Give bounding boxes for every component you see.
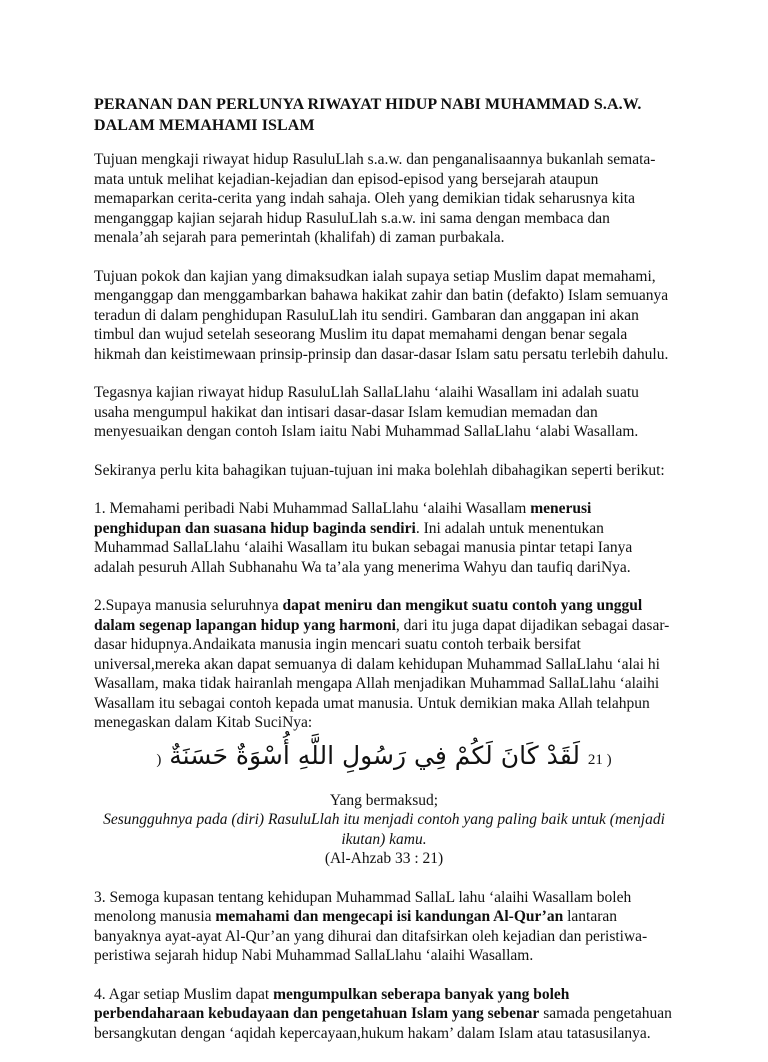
paragraph-1: Tujuan mengkaji riwayat hidup RasuluLlah s.a.w. dan penganalisaannya bukanlah semata-mata untuk melihat kejadian-kejadian dan episod-episod yang bersejarah ataupun memaparkan cerita-cerita yang indah sahaja. Oleh yang demikian tidak seharusnya kita menganggap kajian sejarah hidup RasuluLlah s.a.w. ini sama dengan membaca dan menala’ah sejarah para pemerintah (khalifah) di zaman purbakala. bbox=[94, 151, 656, 246]
point-4-post: samada pengetahuan bersangkutan dengan ‘aqidah kepercayaan,hukum hakam’ dalam Islam atau tatasusilanya. bbox=[94, 1005, 672, 1042]
point-4-emphasis: mengumpulkan seberapa banyak yang boleh perbendaharaan kebudayaan dan pengetahuan Islam yang sebenar bbox=[94, 985, 570, 1022]
point-2-pre: 2.Supaya manusia seluruhnya bbox=[94, 597, 283, 614]
verse-ref-open: ( 21 bbox=[587, 751, 612, 768]
point-2-emphasis: dapat meniru dan mengikut suatu contoh yang unggul dalam segenap lapangan hidup yang harmoni bbox=[94, 597, 643, 634]
paragraph-2: Tujuan pokok dan kajian yang dimaksudkan ialah supaya setiap Muslim dapat memahami, menganggap dan menggambarkan bahawa hakikat zahir dan batin (defakto) Islam semuanya teradun di dalam penghidupan RasuluLlah itu sendiri. Gambaran dan anggapan ini akan timbul dan wujud setelah seseorang Muslim itu dapat memahami dengan benar segala hikmah dan keistimewaan prinsip-prinsip dan dasar-dasar Islam satu persatu terlebih dahulu. bbox=[94, 267, 669, 363]
point-4 bbox=[94, 985, 674, 1044]
point-3-emphasis: memahami dan mengecapi isi kandungan Al-Qur’an bbox=[215, 908, 564, 925]
point-3-post: lantaran banyaknya ayat-ayat Al-Qur’an yang dihurai dan ditafsirkan oleh kejadian dan peristiwa-peristiwa sejarah hidup Nabi Muhammad SallaLlahu ‘alaihi Wasallam. bbox=[94, 908, 648, 964]
paragraph-4: Sekiranya perlu kita bahagikan tujuan-tujuan ini maka bolehlah dibahagikan seperti berikut: bbox=[94, 461, 665, 479]
document-title: PERANAN DAN PERLUNYA RIWAYAT HIDUP NABI MUHAMMAD S.A.W. DALAM MEMAHAMI ISLAM bbox=[94, 96, 642, 134]
point-1-pre: 1. Memahami peribadi Nabi Muhammad SallaLlahu ‘alaihi Wasallam bbox=[94, 500, 531, 517]
verse-source: (Al-Ahzab 33 : 21) bbox=[324, 850, 444, 867]
verse-arabic-text: لَقَدْ كَانَ لَكُمْ فِي رَسُولِ اللَّهِ أُسْوَةٌ حَسَنَةٌ bbox=[169, 740, 580, 770]
point-1-post: . Ini adalah untuk menentukan Muhammad SallaLlahu ‘alaihi Wasallam itu bukan sebagai manusia pintar tetapi Ianya adalah pesuruh Allah Subhanahu Wa ta’ala yang menerima Wahyu dan taufiq dariNya. bbox=[94, 519, 633, 576]
quran-verse bbox=[94, 739, 674, 777]
paragraph-3: Tegasnya kajian riwayat hidup RasuluLlah SallaLlahu ‘alaihi Wasallam ini adalah suatu usaha mengumpul hakikat dan intisari dasar-dasar Islam kemudian memadan dan menyesuaikan dengan contoh Islam iaitu Nabi Muhammad SallaLlahu ‘alabi Wasallam. bbox=[94, 384, 639, 440]
meaning-label: Yang bermaksud; bbox=[329, 791, 439, 809]
document-body bbox=[94, 94, 674, 1062]
point-2 bbox=[94, 596, 674, 733]
point-3-pre: 3. Semoga kupasan tentang kehidupan Muhammad SallaL lahu ‘alaihi Wasallam boleh menolong manusia bbox=[94, 888, 632, 925]
point-1 bbox=[94, 499, 674, 577]
point-3 bbox=[94, 888, 674, 966]
verse-ref-close: ( bbox=[156, 751, 162, 768]
verse-translation: Sesungguhnya pada (diri) RasuluLlah itu menjadi contoh yang paling baik untuk (menjadi ikutan) kamu. bbox=[103, 811, 665, 848]
point-1-emphasis: menerusi penghidupan dan suasana hidup baginda sendiri bbox=[94, 500, 592, 537]
point-2-post: , dari itu juga dapat dijadikan sebagai dasar-dasar hidupnya.Andaikata manusia ingin mencari suatu contoh terbaik bersifat universal,mereka akan dapat semuanya di dalam kehidupan Muhammad SallaLlahu ‘alai hi Wasallam, maka tidak hairanlah mengapa Allah menjadikan Muhammad SallaLlahu ‘alaihi Wasallam itu sebagai contoh kepada umat manusia. Untuk demikian maka Allah telahpun menegaskan dalam Kitab SuciNya: bbox=[94, 616, 670, 731]
point-4-pre: 4. Agar setiap Muslim dapat bbox=[94, 985, 274, 1003]
